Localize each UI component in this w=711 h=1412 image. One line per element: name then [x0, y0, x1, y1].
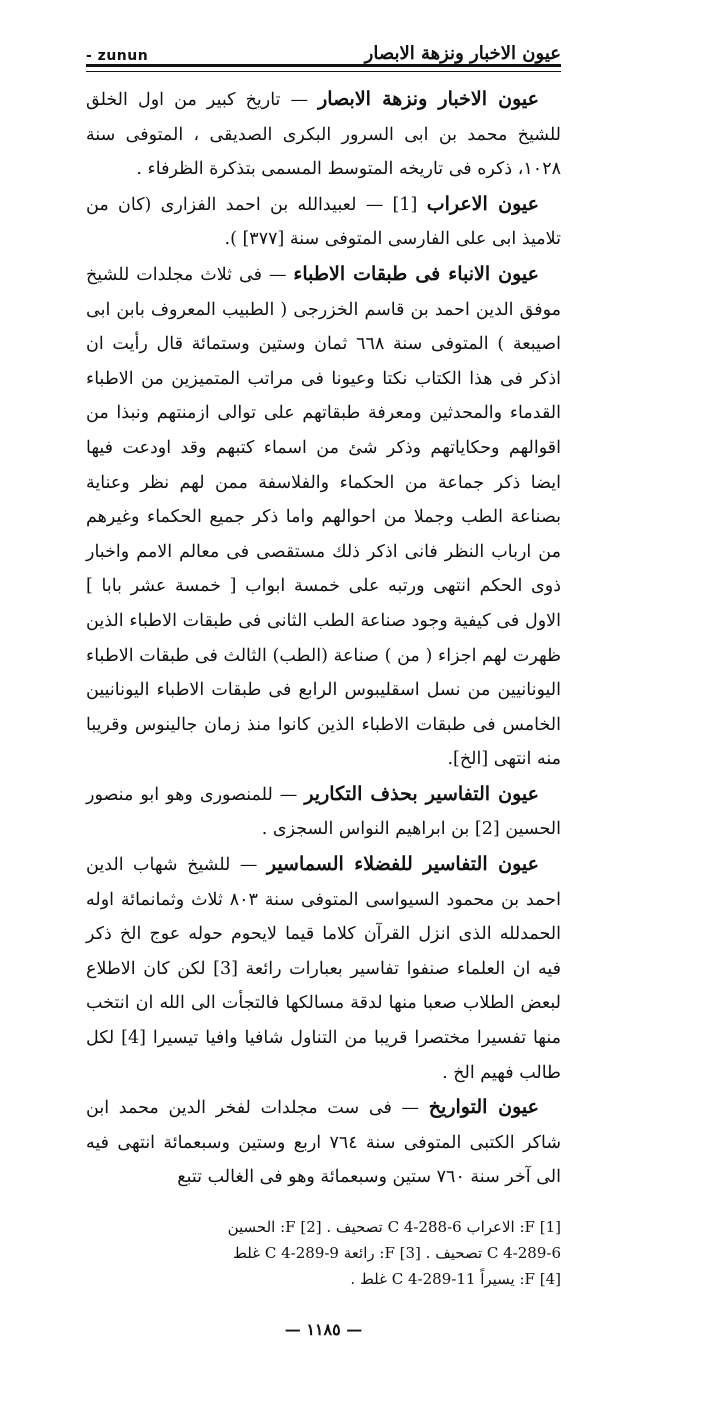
entry-heading: عيون التواريخ [428, 1096, 539, 1119]
header-left-label: - zunun [86, 48, 149, 64]
footnote-line: [1] F: الاعراب C 4-288-6 تصحيف . [2] F: الحسين [227, 1218, 561, 1236]
entry-uyun-al-tafasir-takarir [86, 777, 561, 847]
entry-heading: عيون التفاسير للفضلاء السماسير [266, 853, 539, 876]
entry-uyun-al-tawarikh [86, 1090, 561, 1195]
footnote-line: C 4-289-6 تصحيف . [3] F: رائعة C 4-289-9 غلط [233, 1244, 561, 1262]
entry-heading: عيون الانباء فى طبقات الاطباء [293, 262, 539, 285]
entry-uyun-al-akhbar [86, 82, 561, 187]
footnotes [86, 1214, 561, 1292]
page-body [86, 82, 561, 1195]
entry-heading: عيون التفاسير بحذف التكارير [304, 782, 539, 805]
entry-text: — للمنصورى وهو ابو منصور الحسين [2] بن ابراهيم النواس السجزى . [86, 784, 561, 840]
entry-text: [1] — لعبيدالله بن احمد الفزارى (كان من تلاميذ ابى على الفارسى المتوفى سنة [٣٧٧] ). [86, 194, 561, 250]
entry-text: — فى ثلاث مجلدات للشيخ موفق الدين احمد بن قاسم الخزرجى ( الطبيب المعروف بابن ابى اصيبعة ) المتوفى سنة ٦٦٨ ثمان وستين وستمائة قال رأيت ان اذكر فى هذا الكتاب نكتا وعيونا فى مراتب المتميزين من الاطباء القدماء والمحدثين ومعرفة طبقاتهم على توالى ازمنتهم ونبذا من اقوالهم وحكاياتهم وذكر شئ من اسماء كتبهم وقد اودعت فيها ايضا ذكر جماعة من الحكماء والفلاسفة ممن لهم نظر وعناية بصناعة الطب وجملا من احوالهم واما ذكر جميع الحكماء وغيرهم من ارباب النظر فانى اذكر ذلك مستقصى فى معالم الامم واخبار ذوى الحكم انتهى ورتبه على خمسة ابواب [ خمسة عشر بابا ] الاول فى كيفية وجود صناعة الطب الثانى فى طبقات الاطباء الذين ظهرت لهم اجزاء ( من ) صناعة (الطب) الثالث فى طبقات الاطباء اليونانيين من نسل اسقليبوس الرابع فى طبقات الاطباء اليونانيين الخامس فى طبقات الاطباء الذين كانوا منذ زمان جالينوس وقريبا منه انتهى [الخ]. [86, 264, 561, 770]
entry-uyun-al-irab [86, 187, 561, 257]
entry-uyun-al-anba [86, 257, 561, 777]
entry-uyun-al-tafasir-samasir [86, 847, 561, 1090]
entry-text: — للشيخ شهاب الدين احمد بن محمود السيواسى المتوفى سنة ٨٠٣ ثلاث وثمانمائة اوله الحمدلله الذى انزل القرآن كلاما قيما لايحوم حوله عوج الخ ذكر فيه ان العلماء صنفوا تفاسير بعبارات رائعة [3] لكن كان الاطلاع لبعض الطلاب صعبا منها لدقة مسالكها فالتجأت الى الله ان انتخب منها تفسيرا مختصرا قريبا من التناول شافيا وافيا تيسيرا [4] لكل طالب فهيم الخ . [86, 855, 561, 1083]
entry-heading: عيون الاعراب [426, 192, 539, 215]
page-number: — ١١٨٥ — [284, 1320, 363, 1339]
footnote-line: [4] F: يسيراً C 4-289-11 غلط . [350, 1270, 561, 1288]
header-rule [86, 64, 561, 72]
running-header [86, 30, 561, 64]
entry-text: — فى ست مجلدات لفخر الدين محمد ابن شاكر الكتبى المتوفى سنة ٧٦٤ اربع وستين وسبعمائة انتهى فيه الى آخر سنة ٧٦٠ ستين وسبعمائة وهو فى الغالب تتبع [86, 1098, 561, 1188]
entry-text: — تاريخ كبير من اول الخلق للشيخ محمد بن ابى السرور البكرى الصديقى ، المتوفى سنة ١٠٢٨، ذكره فى تاريخه المتوسط المسمى بتذكرة الظرفاء . [86, 90, 561, 180]
entry-heading: عيون الاخبار ونزهة الابصار [318, 88, 539, 110]
header-title: عيون الاخبار ونزهة الابصار [364, 43, 561, 64]
